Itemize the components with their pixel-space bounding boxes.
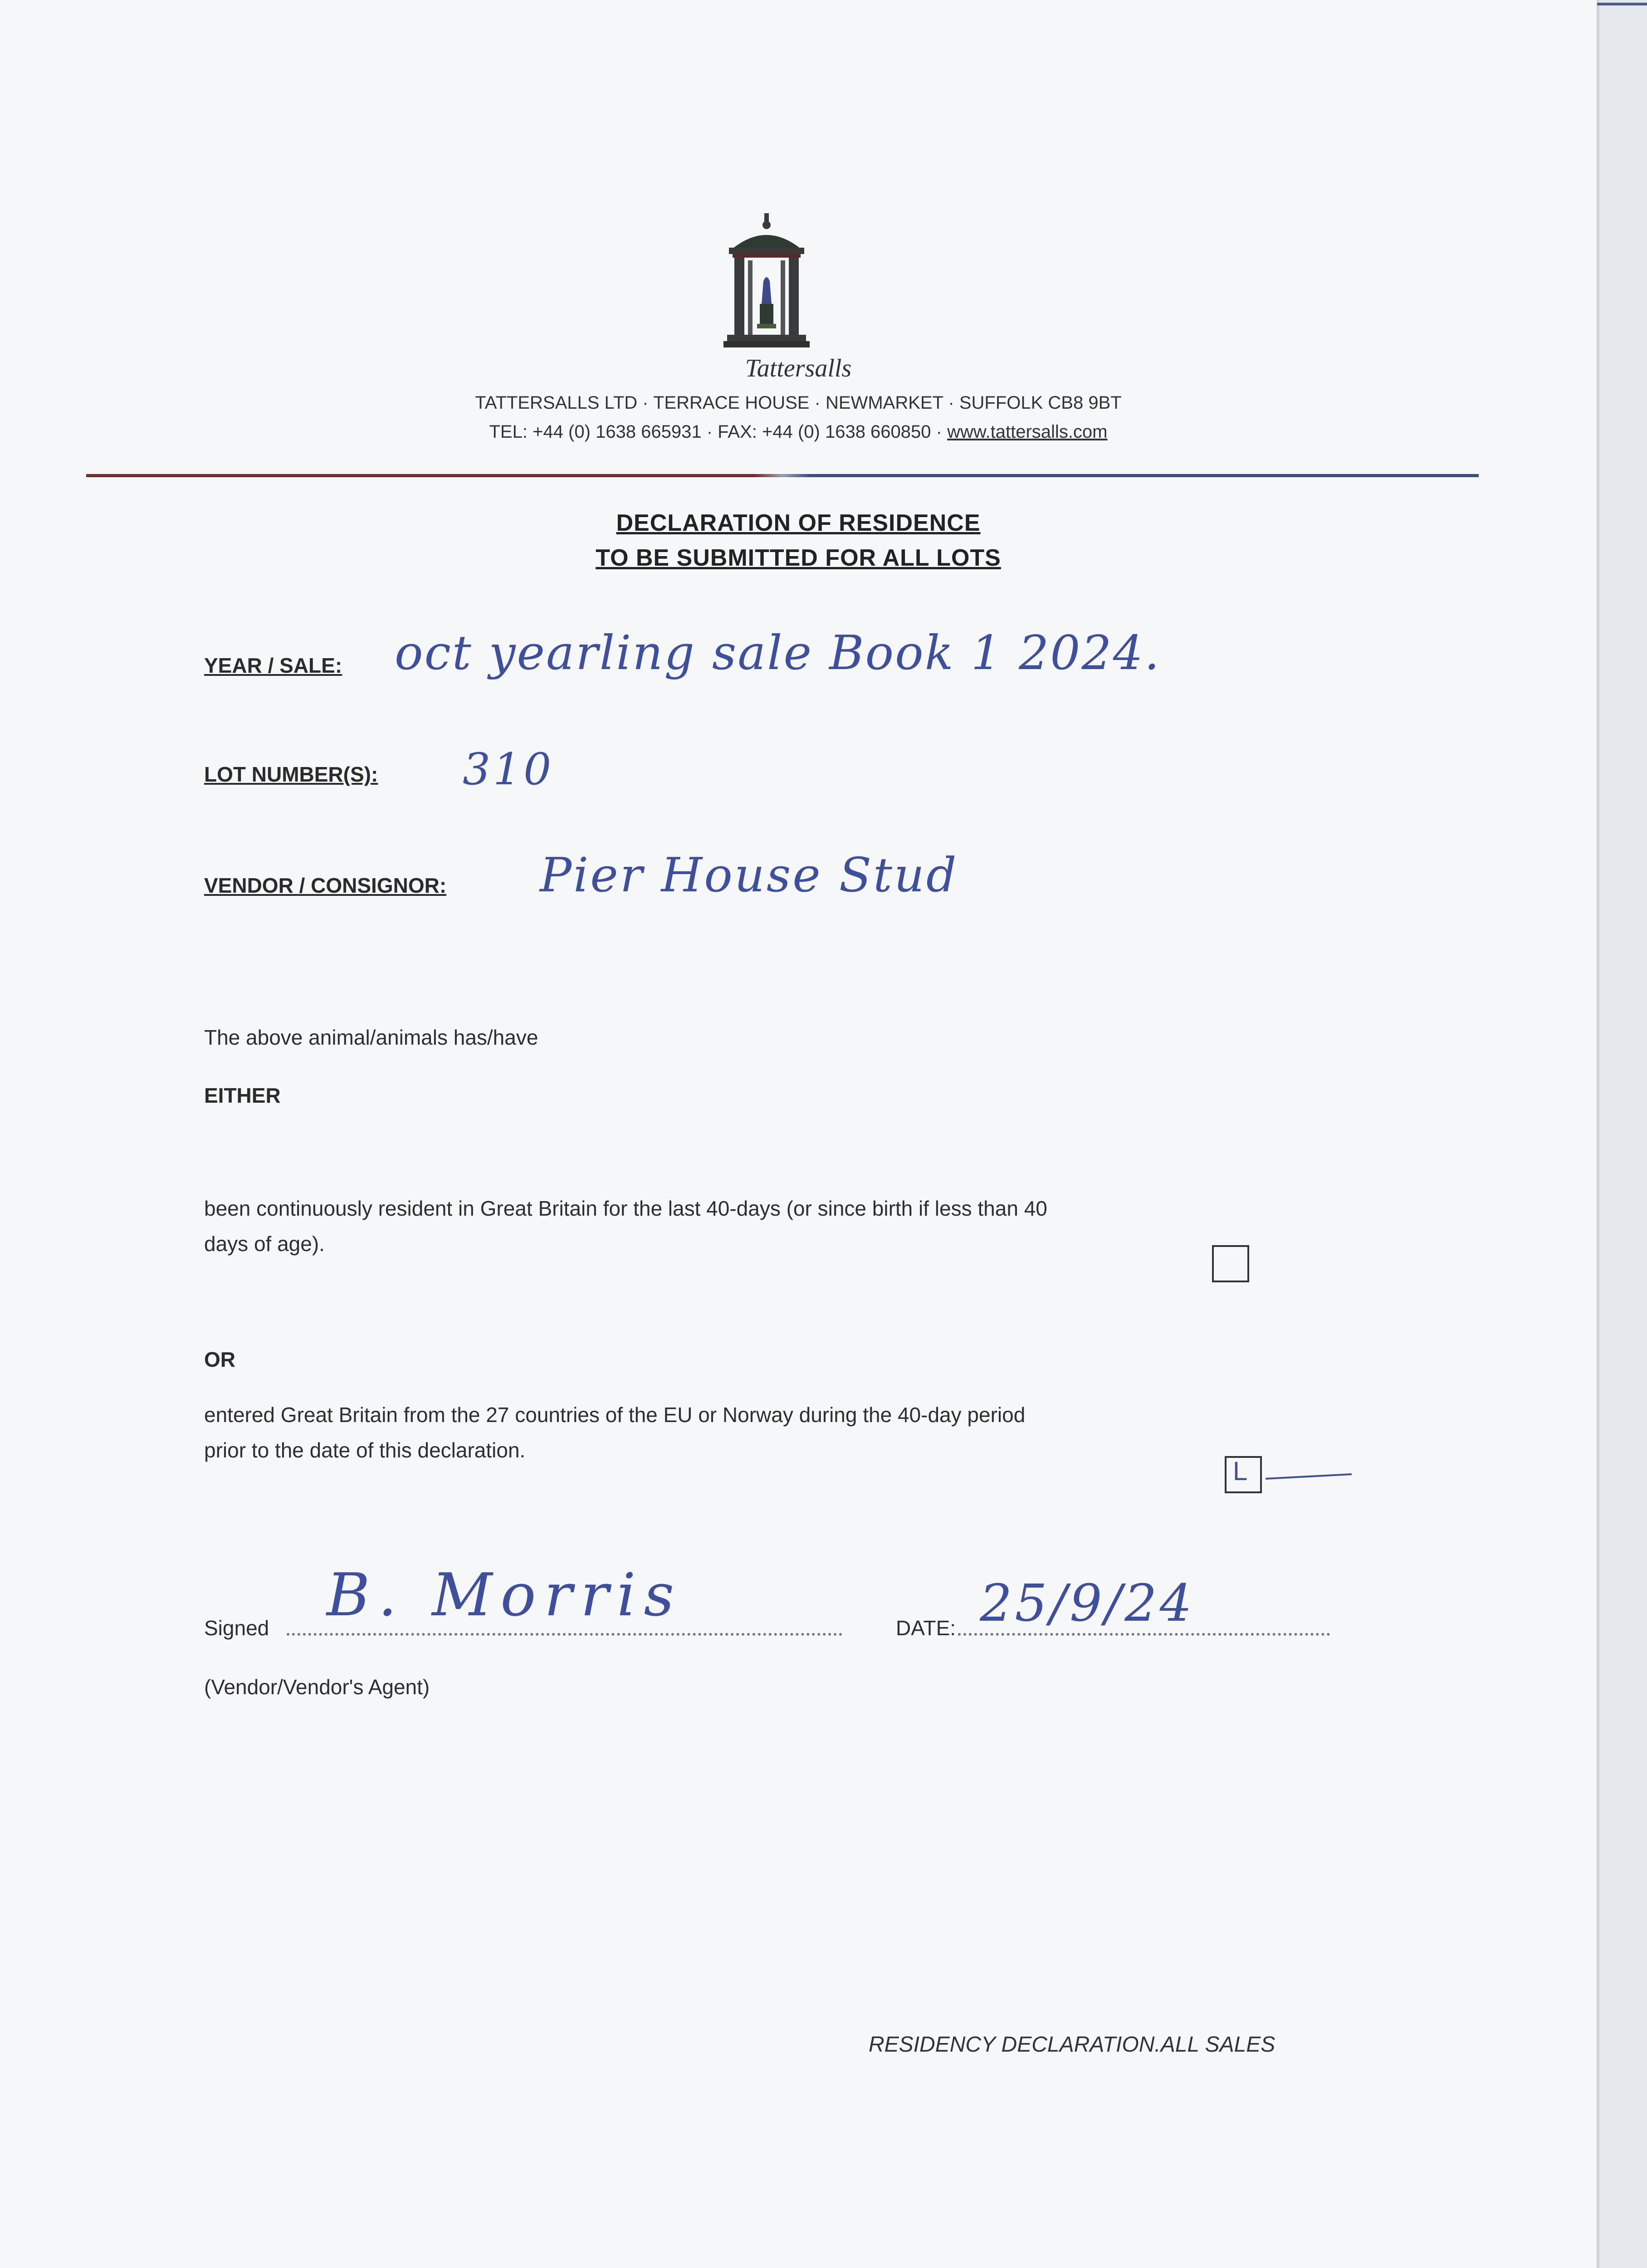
form-code: RESIDENCY DECLARATION.ALL SALES <box>869 2033 1276 2057</box>
company-contact <box>0 422 1597 442</box>
contact-numbers: TEL: +44 (0) 1638 665931 · FAX: +44 (0) 1638 660850 · <box>489 422 948 442</box>
either-label: EITHER <box>204 1084 281 1107</box>
signature-value: B. Morris <box>327 1560 683 1629</box>
vendor-value: Pier House Stud <box>540 847 958 903</box>
form-title: DECLARATION OF RESIDENCE <box>616 510 981 536</box>
signer-role: (Vendor/Vendor's Agent) <box>204 1675 430 1699</box>
option2-line1: entered Great Britain from the 27 countries of the EU or Norway during the 40-day period <box>204 1403 1026 1427</box>
header-divider <box>86 474 1479 477</box>
option2-line2: prior to the date of this declaration. <box>204 1438 526 1462</box>
brand-name: Tattersalls <box>745 354 852 382</box>
option2-check-mark: L <box>1233 1457 1248 1486</box>
option1-line2: days of age). <box>204 1232 325 1256</box>
option1-line1: been continuously resident in Great Britain for the last 40-days (or since birth if less than 40 <box>204 1197 1047 1220</box>
signed-label: Signed <box>204 1616 269 1640</box>
option1-checkbox[interactable] <box>1212 1245 1249 1282</box>
check-mark-stroke <box>1266 1473 1352 1480</box>
website-link[interactable]: www.tattersalls.com <box>947 422 1108 442</box>
vendor-label: VENDOR / CONSIGNOR: <box>204 874 447 897</box>
intro-text: The above animal/animals has/have <box>204 1026 538 1049</box>
scan-edge <box>1597 0 1647 2268</box>
company-address: TATTERSALLS LTD · TERRACE HOUSE · NEWMARKET · SUFFOLK CB8 9BT <box>475 393 1122 413</box>
date-line <box>958 1633 1330 1636</box>
tattersalls-logo-icon <box>719 213 814 352</box>
scan-corner-mark <box>1597 3 1647 5</box>
year-sale-value: oct yearling sale Book 1 2024. <box>395 625 1161 680</box>
lot-numbers-label: LOT NUMBER(S): <box>204 763 378 786</box>
scan-edge-line <box>1597 0 1599 2268</box>
lot-numbers-value: 310 <box>463 744 554 795</box>
date-label: DATE: <box>896 1616 956 1640</box>
date-value: 25/9/24 <box>980 1574 1195 1633</box>
year-sale-label: YEAR / SALE: <box>204 654 342 677</box>
form-subtitle: TO BE SUBMITTED FOR ALL LOTS <box>596 545 1001 571</box>
or-label: OR <box>204 1348 235 1371</box>
signature-line <box>287 1633 842 1636</box>
